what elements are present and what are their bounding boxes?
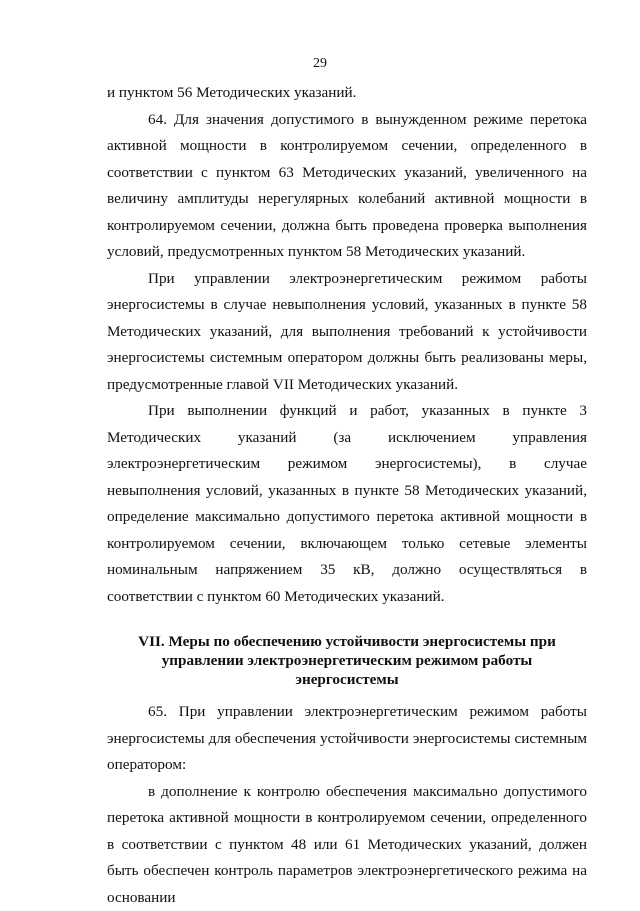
paragraph-dispatch-control: При управлении электроэнергетическим режимом работы энергосистемы в случае невыполнения условий, указанных в пункте 58 Методических указаний, для выполнения требований к устойчивости энергосистемы системным оператором должны быть реализованы меры, предусмотренные главой VII Методических указаний. bbox=[107, 266, 587, 399]
section-heading-line: управлении электроэнергетическим режимом работы bbox=[107, 651, 587, 670]
paragraph-functions-works: При выполнении функций и работ, указанных в пункте 3 Методических указаний (за исключением управления электроэнергетическим режимом энергосистемы), в случае невыполнения условий, указанных в пункте 58 Методических указаний, определение максимально допустимого перетока активной мощности в контролируемом сечении, включающем только сетевые элементы номинальным напряжением 35 кВ, должно осуществляться в соответствии с пунктом 60 Методических указаний. bbox=[107, 398, 587, 610]
paragraph-continuation: и пунктом 56 Методических указаний. bbox=[107, 80, 587, 107]
document-body bbox=[107, 80, 587, 911]
section-heading bbox=[107, 632, 587, 689]
paragraph-additional-control: в дополнение к контролю обеспечения максимально допустимого перетока активной мощности в контролируемом сечении, определенного в соответствии с пунктом 48 или 61 Методических указаний, должен быть обеспечен контроль параметров электроэнергетического режима на основании bbox=[107, 779, 587, 911]
section-heading-line: энергосистемы bbox=[107, 670, 587, 689]
paragraph-65: 65. При управлении электроэнергетическим режимом работы энергосистемы для обеспечения устойчивости энергосистемы системным оператором: bbox=[107, 699, 587, 779]
section-heading-line: VII. Меры по обеспечению устойчивости энергосистемы при bbox=[107, 632, 587, 651]
paragraph-64: 64. Для значения допустимого в вынужденном режиме перетока активной мощности в контролируемом сечении, определенного в соответствии с пунктом 63 Методических указаний, увеличенного на величину амплитуды нерегулярных колебаний активной мощности в контролируемом сечении, должна быть проведена проверка выполнения условий, предусмотренных пунктом 58 Методических указаний. bbox=[107, 107, 587, 266]
page-number: 29 bbox=[0, 56, 640, 72]
